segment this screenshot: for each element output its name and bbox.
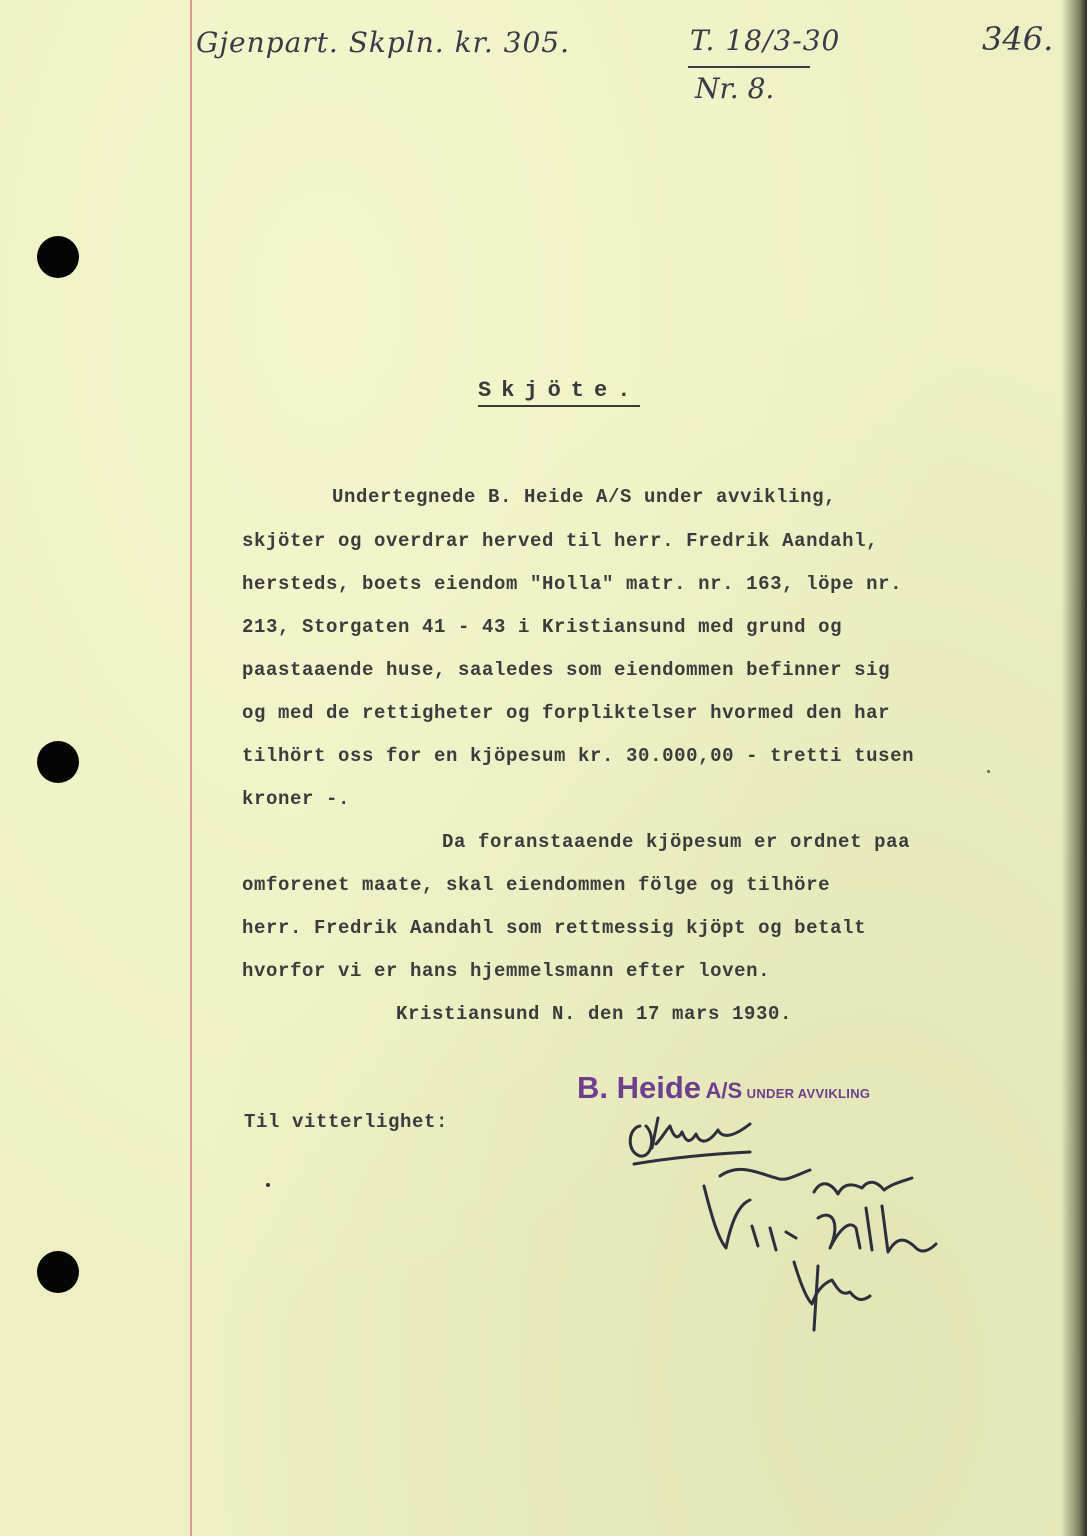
body-line: Undertegnede B. Heide A/S under avvikling, [332, 486, 837, 508]
handwritten-reference: Gjenpart. Skpln. kr. 305. [196, 26, 570, 59]
punch-hole-top [37, 236, 79, 278]
body-line: hvorfor vi er hans hjemmelsmann efter loven. [242, 960, 771, 982]
body-line: 213, Storgaten 41 - 43 i Kristiansund med grund og [242, 616, 843, 638]
body-line: kroner -. [242, 788, 351, 810]
handwritten-date: T. 18/3-30 [690, 24, 841, 57]
body-line: paastaaende huse, saaledes som eiendommen befinner sig [242, 659, 891, 681]
ink-dot [266, 1183, 270, 1187]
handwritten-signatures [600, 1108, 960, 1348]
body-line: og med de rettigheter og forpliktelser hvormed den har [242, 702, 891, 724]
body-line: skjöter og overdrar herved til herr. Fredrik Aandahl, [242, 530, 879, 552]
punch-hole-bottom [37, 1251, 79, 1293]
document-title: Skjöte. [478, 378, 640, 407]
page-number: 346. [982, 20, 1054, 58]
body-line: Da foranstaaende kjöpesum er ordnet paa [442, 831, 911, 853]
witness-label: Til vitterlighet: [244, 1111, 449, 1133]
margin-rule [190, 0, 192, 1536]
punch-hole-middle [37, 741, 79, 783]
body-line: omforenet maate, skal eiendommen fölge og tilhöre [242, 874, 831, 896]
body-line: herr. Fredrik Aandahl som rettmessig kjöpt og betalt [242, 917, 867, 939]
place-date: Kristiansund N. den 17 mars 1930. [396, 1003, 793, 1025]
ink-speck [987, 770, 990, 773]
date-underline [688, 66, 810, 68]
body-line: hersteds, boets eiendom "Holla" matr. nr. 163, löpe nr. [242, 573, 903, 595]
handwritten-number: Nr. 8. [695, 72, 775, 105]
stamp-name: B. Heide [577, 1070, 702, 1105]
page-edge-shadow [1061, 0, 1087, 1536]
stamp-suffix: A/S [705, 1078, 743, 1103]
body-line: tilhört oss for en kjöpesum kr. 30.000,00 - tretti tusen [242, 745, 915, 767]
company-stamp [577, 1070, 870, 1106]
stamp-note: UNDER AVVIKLING [746, 1086, 871, 1101]
